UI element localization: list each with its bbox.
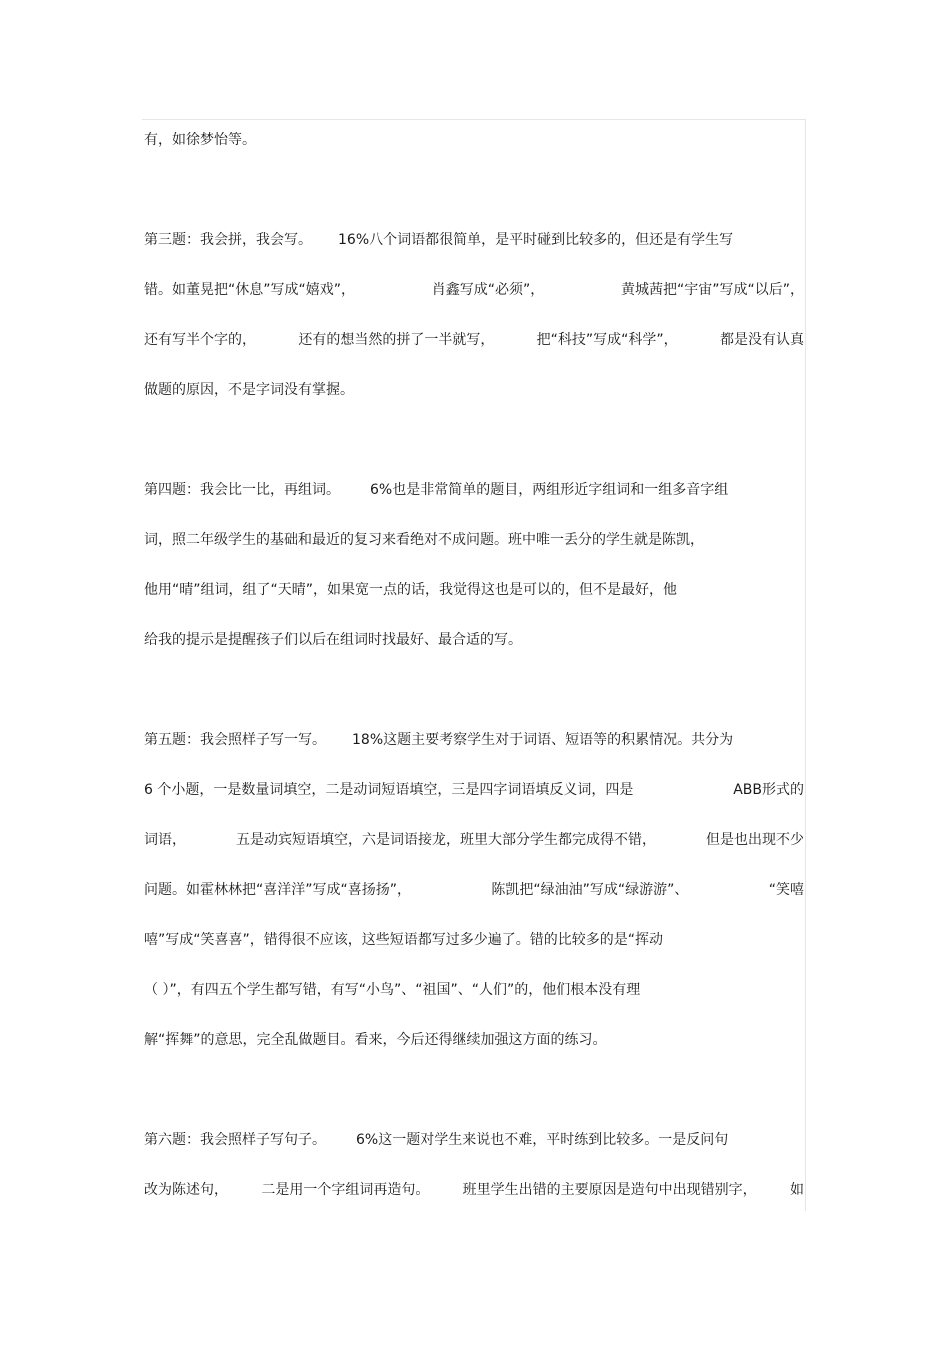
text-segment: 如	[789, 1182, 804, 1198]
text-segment: 改为陈述句，	[144, 1182, 228, 1198]
text-segment: 做题的原因，不是字词没有掌握。	[144, 382, 354, 398]
text-line	[144, 929, 804, 951]
text-line	[144, 279, 804, 301]
text-segment: （ ）”，有四五个学生都写错，有写“小鸟”、“祖国”、“人们”的，他们根本没有理	[144, 982, 641, 998]
text-segment: 还有的想当然的拼了一半就写，	[298, 332, 495, 348]
text-line	[144, 1029, 804, 1051]
text-line	[144, 229, 804, 251]
text-segment: 陈凯把“绿油油”写成“绿游游”、	[491, 882, 689, 898]
text-segment: 把“科技”写成“科学”，	[536, 332, 678, 348]
text-segment: 16%八个词语都很简单，是平时碰到比较多的，但还是有学生写	[338, 232, 734, 248]
text-segment: 五是动宾短语填空，六是词语接龙，班里大部分学生都完成得不错，	[236, 832, 656, 848]
text-segment: “笑嘻	[768, 882, 804, 898]
text-segment: ABB形式的	[733, 782, 804, 798]
text-segment: 黄城茜把“宇宙”写成“以后”，	[620, 282, 804, 298]
text-segment: 给我的提示是提醒孩子们以后在组词时找最好、最合适的写。	[144, 632, 522, 648]
text-line	[144, 729, 804, 751]
text-segment: 但是也出现不少	[706, 832, 804, 848]
text-segment: 解“挥舞”的意思，完全乱做题目。看来，今后还得继续加强这方面的练习。	[144, 1032, 607, 1048]
text-segment: 词语，	[144, 832, 186, 848]
text-segment: 有，如徐梦怡等。	[144, 132, 256, 148]
text-segment: 班里学生出错的主要原因是造句中出现错别字，	[462, 1182, 757, 1198]
text-segment: 6%这一题对学生来说也不难，平时练到比较多。一是反问句	[356, 1132, 729, 1148]
text-line	[144, 379, 804, 401]
text-segment: 第三题：我会拼，我会写。	[144, 232, 312, 248]
text-line	[144, 779, 804, 801]
text-line	[144, 129, 804, 151]
text-line	[144, 329, 804, 351]
text-line	[144, 879, 804, 901]
text-segment: 词，照二年级学生的基础和最近的复习来看绝对不成问题。班中唯一丢分的学生就是陈凯，	[144, 532, 704, 548]
text-line	[144, 1179, 804, 1201]
text-segment: 他用“晴”组词，组了“天晴”，如果宽一点的话，我觉得这也是可以的，但不是最好，他	[144, 582, 678, 598]
text-segment: 嘻”写成“笑喜喜”，错得很不应该，这些短语都写过多少遍了。错的比较多的是“挥动	[144, 932, 664, 948]
text-segment: 错。如董晃把“休息”写成“嬉戏”，	[144, 282, 356, 298]
text-line	[144, 1129, 804, 1151]
text-segment: 第四题：我会比一比，再组词。	[144, 482, 340, 498]
text-line	[144, 479, 804, 501]
text-line	[144, 629, 804, 651]
text-segment: 6%也是非常简单的题目，两组形近字组词和一组多音字组	[370, 482, 729, 498]
text-line	[144, 579, 804, 601]
text-segment: 二是用一个字组词再造句。	[261, 1182, 430, 1198]
text-segment: 还有写半个字的，	[144, 332, 256, 348]
text-segment: 肖鑫写成“必须”，	[431, 282, 545, 298]
text-segment: 第五题：我会照样子写一写。	[144, 732, 326, 748]
text-line	[144, 979, 804, 1001]
text-segment: 都是没有认真	[720, 332, 804, 348]
text-line	[144, 829, 804, 851]
text-segment: 问题。如霍林林把“喜洋洋”写成“喜扬扬”，	[144, 882, 412, 898]
text-segment: 第六题：我会照样子写句子。	[144, 1132, 326, 1148]
text-line	[144, 529, 804, 551]
text-segment: 18%这题主要考察学生对于词语、短语等的积累情况。共分为	[352, 732, 734, 748]
text-segment: 6 个小题，一是数量词填空，二是动词短语填空，三是四字词语填反义词，四是	[144, 782, 634, 798]
